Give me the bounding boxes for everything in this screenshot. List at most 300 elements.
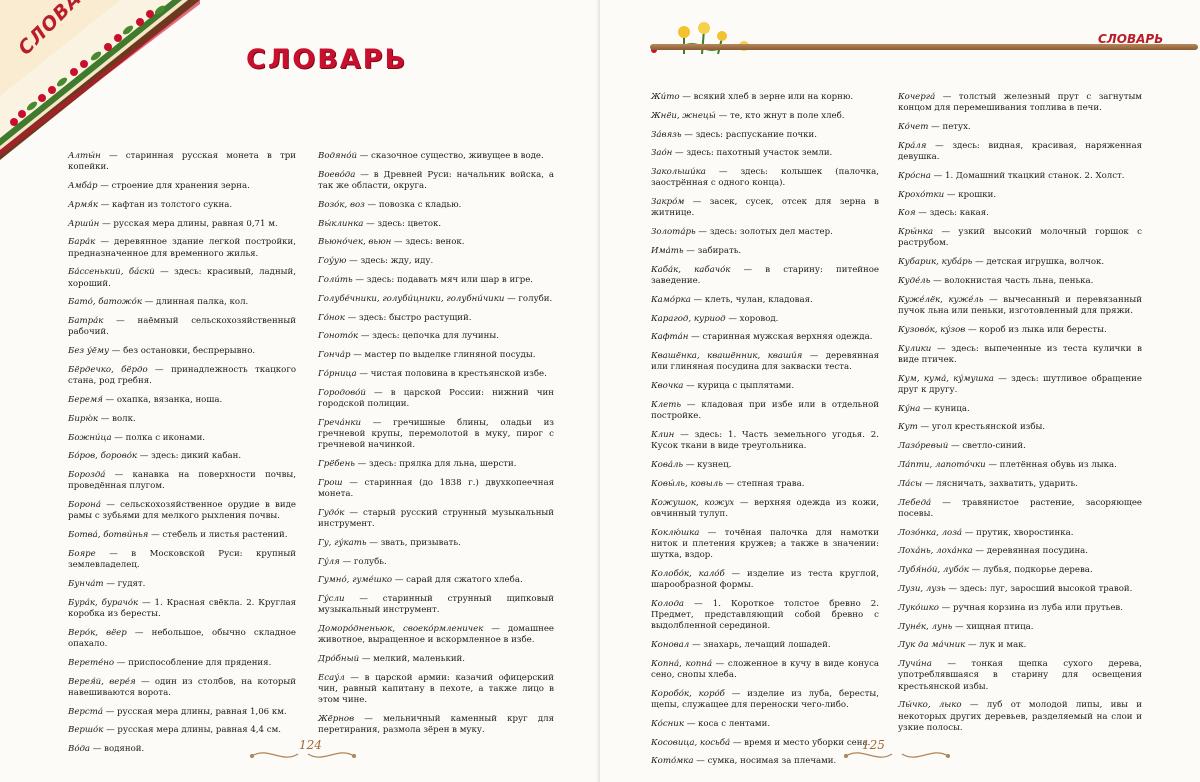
dictionary-entry xyxy=(68,414,296,425)
entry-headword: Гумно́, гуме́шко xyxy=(318,575,393,586)
dictionary-entry xyxy=(651,689,879,711)
entry-headword: Кочерга́ xyxy=(898,92,936,102)
dictionary-entry xyxy=(898,441,1142,452)
entry-definition: — узкий высокий молочный горшок с раструбом. xyxy=(898,227,1142,249)
entry-headword: Кафта́н xyxy=(651,332,689,343)
entry-headword: Квашёнка, квашённик, кваши́я xyxy=(651,351,803,362)
entry-definition: — деревянная или глиняная посудина для закваски теста. xyxy=(651,351,879,373)
entry-headword: Ко́чет xyxy=(898,122,929,132)
dictionary-entry xyxy=(318,200,554,211)
entry-definition: — в царской России: нижний чин городской полиции. xyxy=(318,387,554,409)
dictionary-entry xyxy=(651,719,879,730)
entry-definition: — толстый железный прут с загнутым концом для перемешивания топлива в печи. xyxy=(898,92,1142,114)
page-ornament-icon xyxy=(842,744,952,766)
entry-definition: — старинная (до 1838 г.) двухкопеечная монета. xyxy=(318,477,554,499)
entry-definition: — детская игрушка, волчок. xyxy=(972,257,1105,268)
entry-definition: — в царской армии: казачий офицерский чин, равный капитану в пехоте, а также лицо в этом чине. xyxy=(318,672,554,706)
entry-headword: Лузи, лузь xyxy=(898,583,946,594)
dictionary-entry xyxy=(68,219,296,230)
dictionary-entry xyxy=(898,171,1142,182)
entry-headword: Кро́сна xyxy=(898,170,931,181)
entry-headword: Ковы́ль, ковыль xyxy=(651,478,723,489)
dictionary-entry xyxy=(898,92,1142,114)
dictionary-entry xyxy=(898,374,1142,396)
dictionary-entry xyxy=(651,599,879,633)
entry-definition: — русская мера длины, равная 0,71 м. xyxy=(99,218,278,229)
entry-definition: — гудят. xyxy=(103,578,146,589)
entry-definition: — здесь: красивый, ладный, хороший. xyxy=(68,267,296,289)
dictionary-entry xyxy=(318,459,554,470)
entry-definition: — здесь: видная, красивая, наряженная девушка. xyxy=(898,140,1142,162)
entry-definition: — здесь: дикий кабан. xyxy=(137,451,242,462)
entry-headword: Голи́ть xyxy=(318,274,353,285)
entry-headword: Кожушок, кожух xyxy=(651,497,735,508)
dictionary-entry xyxy=(68,500,296,522)
dictionary-entry xyxy=(898,295,1142,317)
entry-headword: Ла́сы xyxy=(898,478,923,489)
entry-headword: Ко́сник xyxy=(651,718,684,729)
dictionary-entry xyxy=(318,170,554,192)
dictionary-entry xyxy=(68,549,296,571)
entry-headword: Ку́на xyxy=(898,403,921,414)
entry-definition: — изделие из теста круглой, шарообразной формы. xyxy=(651,568,879,590)
entry-headword: Вы́клинка xyxy=(318,218,364,229)
entry-headword: Кут xyxy=(898,422,918,433)
entry-headword: Лозо́нка, лоза́ xyxy=(898,527,963,538)
entry-definition: — сельскохозяйственное орудие в виде рамы с зубьями для мелкого рыхления почвы. xyxy=(68,500,296,522)
dictionary-entry xyxy=(898,528,1142,539)
dictionary-entry xyxy=(898,584,1142,595)
entry-definition: — в Московской Руси: крупный землевладелец. xyxy=(68,548,296,571)
entry-headword: Косовица, косьба́ xyxy=(651,737,731,748)
entry-definition: — короб из лыка или бересты. xyxy=(965,324,1107,335)
dictionary-entry xyxy=(651,381,879,392)
dictionary-entry xyxy=(898,546,1142,557)
entry-definition: — здесь: выпеченные из теста кулички в виде птичек. xyxy=(898,343,1142,365)
entry-definition: — русская мера длины, равная 1,06 км. xyxy=(103,706,287,717)
entry-headword: Лазо́ревый xyxy=(898,441,949,452)
dictionary-entry xyxy=(68,579,296,590)
entry-definition: — полка с иконами. xyxy=(111,432,206,443)
dictionary-entry xyxy=(651,351,879,373)
entry-headword: Кото́мка xyxy=(651,756,694,767)
entry-definition: — строение для хранения зерна. xyxy=(97,181,250,191)
entry-headword: Го́рница xyxy=(318,368,357,379)
entry-headword: Карагод, куриод xyxy=(651,313,726,324)
dictionary-entry xyxy=(68,365,296,387)
entry-headword: Квочка xyxy=(651,381,684,392)
entry-headword: Армя́к xyxy=(68,199,98,210)
entry-headword: Верея́й, вере́я xyxy=(68,676,136,687)
entry-definition: — луб от молодой липы, ивы и некоторых других деревьев, разделяемый на слои и узкие полосы. xyxy=(898,700,1143,733)
dictionary-entry xyxy=(898,640,1142,651)
entry-definition: — крошки. xyxy=(944,189,997,200)
dictionary-entry xyxy=(898,141,1142,163)
entry-definition: — плетённая обувь из лыка. xyxy=(985,459,1117,470)
entry-definition: — здесь: венок. xyxy=(391,237,465,248)
entry-definition: — здесь: цветок. xyxy=(363,218,442,229)
entry-headword: Зао́н xyxy=(651,148,673,159)
entry-headword: Бунча́т xyxy=(68,578,104,589)
entry-headword: Кузово́к, ку́зов xyxy=(898,324,966,335)
entry-headword: Каба́к, кабачо́к xyxy=(651,264,731,275)
dictionary-entry xyxy=(898,227,1142,249)
dictionary-entry xyxy=(318,624,554,646)
entry-headword: Во́да xyxy=(68,744,91,755)
entry-headword: Городово́й xyxy=(318,387,366,398)
dictionary-entry xyxy=(898,460,1142,471)
entry-definition: — приспособление для прядения. xyxy=(114,657,272,668)
entry-headword: Греча́нки xyxy=(318,417,362,428)
entry-headword: Клеть xyxy=(651,399,682,410)
entry-headword: Копна́, копна́ xyxy=(651,658,713,669)
entry-definition: — кузнец. xyxy=(683,459,732,470)
entry-headword: Грёбень xyxy=(318,458,355,469)
entry-headword: Кра́ля xyxy=(898,140,927,151)
entry-definition: — звать, призывать. xyxy=(366,537,461,548)
entry-headword: Верста́ xyxy=(68,706,103,717)
running-head: СЛОВАРЬ xyxy=(1098,32,1164,46)
entry-headword: Арши́н xyxy=(68,218,100,229)
page-title: СЛОВАРЬ xyxy=(246,44,408,75)
entry-headword: Беремя́ xyxy=(68,394,103,405)
entry-headword: Гоното́к xyxy=(318,331,359,342)
entry-definition: — голубь. xyxy=(339,556,387,567)
entry-definition: — петух. xyxy=(928,122,971,132)
dictionary-entry xyxy=(898,622,1142,633)
entry-headword: Луко́шко xyxy=(898,602,939,613)
dictionary-entry xyxy=(898,498,1142,520)
entry-definition: — вычесанный и перевязанный пучок льна или пеньки, изготовленный для пряжи. xyxy=(898,294,1143,316)
dictionary-entry xyxy=(318,275,554,286)
entry-definition: — сумка, носимая за плечами. xyxy=(693,756,837,767)
dictionary-entry xyxy=(68,267,296,289)
entry-headword: Бато́, батожо́к xyxy=(68,297,142,308)
entry-headword: Есау́л xyxy=(318,672,345,683)
dictionary-entry xyxy=(68,200,296,211)
entry-definition: — здесь: луг, заросший высокой травой. xyxy=(945,583,1133,594)
entry-definition: — лубья, подкорье дерева. xyxy=(968,565,1093,576)
dictionary-entry xyxy=(68,316,296,338)
dictionary-entry xyxy=(68,628,296,650)
entry-headword: Колода xyxy=(651,598,685,609)
dictionary-entry xyxy=(68,451,296,462)
dictionary-entry xyxy=(651,130,879,141)
entry-headword: Лебеда́ xyxy=(898,497,932,508)
entry-definition: — точёная палочка для намотки ниток и плетения кружев; а также в значении: шутка, вздор. xyxy=(651,527,879,560)
entry-definition: — мелкий, маленький. xyxy=(359,654,466,665)
entry-headword: Кры́нка xyxy=(898,227,934,238)
entry-definition: — прутик, хворостинка. xyxy=(962,527,1074,538)
entry-headword: Жёрнов xyxy=(318,714,355,725)
dictionary-entry xyxy=(651,528,879,562)
entry-headword: Дро́бный xyxy=(318,654,360,665)
entry-definition: — деревянная посудина. xyxy=(972,546,1089,557)
entry-definition: — гречишные блины, оладьи из гречневой крупы, перемолотой в муку, пирог с гречневой начинкой. xyxy=(318,417,554,451)
dictionary-entry xyxy=(898,344,1142,366)
dictionary-entry xyxy=(651,430,879,452)
entry-definition: — охапка, вязанка, ноша. xyxy=(102,394,223,405)
dictionary-entry xyxy=(898,190,1142,201)
dictionary-entry xyxy=(318,418,554,452)
entry-headword: Верете́но xyxy=(68,657,115,668)
entry-headword: Коробо́к, коро́б xyxy=(651,688,725,699)
entry-definition: — сказочное существо, живущее в воде. xyxy=(357,151,544,161)
dictionary-entry xyxy=(68,433,296,444)
entry-definition: — лясничать, захватить, ударить. xyxy=(922,478,1078,489)
entry-headword: Бо́ров, борово́к xyxy=(68,451,138,462)
dictionary-entry xyxy=(651,659,879,681)
entry-headword: Ботва́, ботви́нья xyxy=(68,530,149,541)
entry-headword: Батра́к xyxy=(68,316,104,327)
dictionary-entry xyxy=(318,478,554,500)
entry-definition: — домашнее животное, выращенное и вскормленное в избе. xyxy=(318,624,554,646)
entry-definition: — мельничный каменный круг для перетирания, размола зёрен в муку. xyxy=(318,714,554,736)
dictionary-entry xyxy=(898,257,1142,268)
dictionary-entry xyxy=(318,557,554,568)
entry-headword: Закро́м xyxy=(651,197,685,208)
entry-headword: Воево́да xyxy=(318,169,356,180)
entry-headword: Жи́то xyxy=(651,92,680,102)
entry-headword: Камо́рка xyxy=(651,294,691,305)
column-3 xyxy=(651,92,879,775)
dictionary-entry xyxy=(651,167,879,189)
entry-headword: Коя xyxy=(898,208,916,219)
dictionary-entry xyxy=(68,530,296,541)
entry-headword: Борозда́ xyxy=(68,470,106,481)
entry-headword: Коновал xyxy=(651,639,690,650)
entry-headword: Алты́н xyxy=(68,151,101,161)
entry-definition: — чистая половина в крестьянской избе. xyxy=(356,368,547,379)
dictionary-entry xyxy=(68,395,296,406)
entry-headword: Кулики xyxy=(898,343,932,354)
dictionary-entry xyxy=(68,346,296,357)
entry-definition: — время и место уборки сена. xyxy=(730,737,871,748)
entry-definition: — 1. Домашний ткацкий станок. 2. Холст. xyxy=(930,170,1125,181)
entry-definition: — здесь: цепочка для лучины. xyxy=(358,331,499,342)
entry-definition: — мастер по выделке глиняной посуды. xyxy=(350,350,536,361)
entry-headword: Кум, кума́, ку́мушка xyxy=(898,373,994,384)
entry-headword: Бояре xyxy=(68,548,96,559)
dictionary-entry xyxy=(68,151,296,173)
entry-headword: За́вязь xyxy=(651,129,682,140)
dictionary-entry xyxy=(318,369,554,380)
entry-headword: Бирю́к xyxy=(68,413,99,424)
dictionary-entry xyxy=(318,508,554,530)
dictionary-entry xyxy=(898,276,1142,287)
entry-headword: Доморо́дненьюк, своеко́рмленичек xyxy=(318,624,484,635)
entry-headword: Вьюно́чек, вьюн xyxy=(318,237,392,248)
dictionary-entry xyxy=(898,122,1142,133)
entry-headword: Водяно́й xyxy=(318,151,357,161)
dictionary-entry xyxy=(318,654,554,665)
entry-definition: — деревянное здание легкой постройки, предназначенное для временного жилья. xyxy=(68,237,296,259)
entry-definition: — 1. Короткое толстое бревно 2. Предмет, представляющий собой бревно с выдолбленной серединой. xyxy=(651,598,879,632)
entry-headword: Без у́ёму xyxy=(68,346,110,357)
entry-definition: — здесь: золотых дел мастер. xyxy=(695,227,833,238)
entry-definition: — изделие из луба, бересты, щепы, служащее для переноски чего-либо. xyxy=(651,688,879,710)
dictionary-entry xyxy=(318,256,554,267)
dictionary-entry xyxy=(898,208,1142,219)
entry-headword: Лоха́нь, лоха́нка xyxy=(898,546,973,557)
entry-definition: — степная трава. xyxy=(722,478,805,489)
dictionary-entry xyxy=(318,575,554,586)
entry-headword: Лучи́на xyxy=(898,659,932,670)
entry-definition: — те, кто жнут в поле хлеб. xyxy=(715,110,845,121)
dictionary-entry xyxy=(651,498,879,520)
entry-definition: — верхняя одежда из кожи, овчинный тулуп. xyxy=(651,497,879,519)
dictionary-entry xyxy=(651,460,879,471)
entry-definition: — принадлежность ткацкого стана, род гребня. xyxy=(68,364,296,387)
dictionary-entry xyxy=(898,422,1142,433)
dictionary-entry xyxy=(68,677,296,699)
entry-headword: Гонча́р xyxy=(318,350,351,361)
entry-definition: — канавка на поверхности почвы, проведённая плугом. xyxy=(68,470,296,492)
entry-definition: — куница. xyxy=(920,403,970,414)
entry-definition: — здесь: пахотный участок земли. xyxy=(672,148,833,159)
dictionary-entry xyxy=(651,148,879,159)
dictionary-entry xyxy=(318,538,554,549)
entry-definition: — кафтан из толстого сукна. xyxy=(97,199,233,210)
dictionary-entry xyxy=(68,707,296,718)
dictionary-entry xyxy=(898,565,1142,576)
dictionary-entry xyxy=(651,246,879,257)
entry-headword: Ла́пти, лапото́чки xyxy=(898,459,986,470)
dictionary-entry xyxy=(651,92,879,103)
entry-definition: — старый русский струнный музыкальный инструмент. xyxy=(318,507,554,529)
entry-headword: Кубарик, куба́рь xyxy=(898,257,973,268)
entry-headword: Има́ть xyxy=(651,245,684,256)
entry-definition: — волк. xyxy=(98,413,136,424)
column-1 xyxy=(68,151,296,763)
page-number: 125 xyxy=(862,738,885,752)
entry-definition: — старинный струнный щипковый музыкальный инструмент. xyxy=(318,594,554,616)
entry-headword: Лубя́но́й, лубо́к xyxy=(898,565,969,576)
entry-definition: — здесь: подавать мяч или шар в игре. xyxy=(352,274,534,285)
entry-headword: Гу, гу́кать xyxy=(318,537,367,548)
entry-definition: — без остановки, беспрерывно. xyxy=(109,346,256,357)
dictionary-entry xyxy=(68,725,296,736)
dictionary-entry xyxy=(651,227,879,238)
dictionary-entry xyxy=(318,673,554,707)
dictionary-entry xyxy=(651,314,879,325)
entry-definition: — светло-синий. xyxy=(948,441,1026,452)
entry-definition: — забирать. xyxy=(683,245,742,256)
entry-definition: — здесь: какая. xyxy=(915,208,989,219)
dictionary-entry xyxy=(318,151,554,162)
entry-definition: — засек, сусек, отсек для зерна в житнице. xyxy=(651,197,879,219)
entry-headword: Закольши́ка xyxy=(651,167,706,178)
entry-definition: — коса с лентами. xyxy=(683,718,771,729)
entry-definition: — небольшое, обычно складное опахало. xyxy=(68,627,296,649)
entry-definition: — старинная мужская верхняя одежда. xyxy=(688,332,873,343)
dictionary-entry xyxy=(318,313,554,324)
entry-headword: Бара́к xyxy=(68,237,96,248)
dictionary-entry xyxy=(898,479,1142,490)
entry-headword: Голубе́чники, голуби́цники, голубни́чики xyxy=(318,293,505,304)
entry-headword: Кова́ль xyxy=(651,459,684,470)
entry-definition: — здесь: 1. Часть земельного угодья. 2. Кусок ткани в виде треугольника. xyxy=(651,429,879,452)
dictionary-entry xyxy=(318,331,554,342)
column-4 xyxy=(898,92,1142,742)
entry-definition: — тонкая щепка сухого дерева, употреблявшаяся в старину для освещения крестьянской избы. xyxy=(898,659,1142,692)
dictionary-entry xyxy=(898,404,1142,415)
entry-definition: — волокнистая часть льна, пенька. xyxy=(930,275,1094,286)
entry-headword: Гудо́к xyxy=(318,507,345,518)
entry-definition: — хоровод. xyxy=(725,313,779,324)
entry-definition: — в Древней Руси: начальник войска, а так же области, округа. xyxy=(318,169,554,191)
entry-headword: Гоу́ую xyxy=(318,256,347,267)
dictionary-entry xyxy=(651,332,879,343)
entry-definition: — старинная русская монета в три копейки. xyxy=(68,151,296,173)
entry-headword: Лы́чко, лыко xyxy=(898,700,962,711)
dictionary-entry xyxy=(651,111,879,122)
entry-definition: — угол крестьянской избы. xyxy=(917,422,1046,433)
dictionary-entry xyxy=(318,237,554,248)
dictionary-entry xyxy=(898,325,1142,336)
entry-definition: — здесь: жду, иду. xyxy=(346,256,434,267)
entry-headword: Го́нок xyxy=(318,312,345,323)
dictionary-entry xyxy=(318,388,554,410)
entry-definition: — 1. Красная свёкла. 2. Круглая коробка из бересты. xyxy=(68,597,296,619)
entry-headword: Бёрдечко, бёрдо xyxy=(68,364,148,375)
dictionary-entry xyxy=(651,265,879,287)
entry-headword: Ба́ссенький, бáскй xyxy=(68,267,155,278)
dictionary-entry xyxy=(68,658,296,669)
dictionary-entry xyxy=(68,297,296,308)
entry-headword: Крохо́тки xyxy=(898,189,945,200)
entry-definition: — голуби. xyxy=(504,293,553,304)
dictionary-entry xyxy=(68,237,296,259)
dictionary-entry xyxy=(651,569,879,591)
entry-definition: — стебель и листья растений. xyxy=(148,530,288,541)
entry-headword: Грош xyxy=(318,477,343,488)
entry-definition: — клеть, чулан, кладовая. xyxy=(690,294,813,305)
entry-definition: — здесь: распускание почки. xyxy=(681,129,818,140)
entry-headword: Гу́сли xyxy=(318,594,345,605)
entry-headword: Лук да ма́чник xyxy=(898,640,966,651)
entry-headword: Веро́к, вёер xyxy=(68,627,127,638)
entry-headword: Борона́ xyxy=(68,500,101,511)
dictionary-entry xyxy=(318,219,554,230)
entry-headword: Амба́р xyxy=(68,181,98,191)
page-number: 124 xyxy=(299,738,322,752)
dictionary-entry xyxy=(651,295,879,306)
entry-definition: — в старину: питейное заведение. xyxy=(651,264,880,286)
dictionary-entry xyxy=(651,197,879,219)
entry-headword: Куже́лёк, куже́ль xyxy=(898,294,984,305)
entry-headword: Золота́рь xyxy=(651,227,696,238)
entry-definition: — всякий хлеб в зерне или на корню. xyxy=(679,92,854,102)
entry-headword: Клин xyxy=(651,429,675,440)
entry-headword: Жнёи, жнецы́ xyxy=(651,110,716,121)
entry-headword: Гу́ля xyxy=(318,556,340,567)
entry-headword: Коклю́шка xyxy=(651,527,700,538)
dictionary-entry xyxy=(68,470,296,492)
column-2 xyxy=(318,151,554,744)
entry-definition: — лук и мак. xyxy=(965,640,1027,651)
entry-definition: — длинная палка, кол. xyxy=(142,297,249,308)
dictionary-entry xyxy=(651,400,879,422)
entry-definition: — повозка с кладью. xyxy=(364,199,462,210)
dictionary-entry xyxy=(318,714,554,736)
dictionary-entry xyxy=(651,640,879,651)
dictionary-entry xyxy=(68,598,296,620)
entry-definition: — наёмный сельскохозяйственный рабочий. xyxy=(68,316,296,338)
entry-definition: — здесь: шутливое обращение друг к другу. xyxy=(898,373,1142,395)
entry-headword: Божни́ца xyxy=(68,432,112,443)
entry-definition: — сложенное в кучу в виде конуса сено, снопы хлеба. xyxy=(651,658,880,680)
